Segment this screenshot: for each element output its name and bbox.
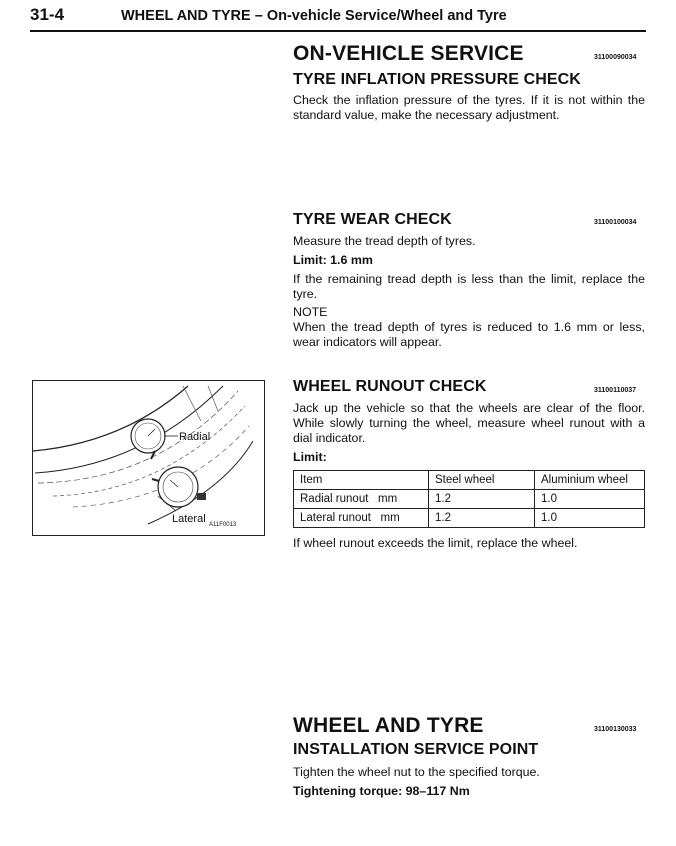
table-cell: Lateral runout mm	[294, 509, 429, 528]
lateral-dial-plunger	[152, 479, 159, 481]
dial-indicator-illustration	[33, 381, 266, 537]
table-cell: 1.0	[535, 509, 645, 528]
figure-code: A11F0013	[209, 522, 237, 528]
table-cell: Radial runout mm	[294, 490, 429, 509]
note-text: When the tread depth of tyres is reduced to 1.6 mm or less, wear indicators will appear.	[293, 320, 645, 349]
section-title-wheel-and-tyre: WHEEL AND TYRE	[293, 714, 484, 737]
table-cell: 1.2	[429, 490, 535, 509]
wheel-runout-limit-label: Limit:	[293, 450, 327, 464]
heading-tyre-wear: TYRE WEAR CHECK	[293, 211, 452, 228]
note-label: NOTE	[293, 305, 328, 319]
table-cell: 1.0	[535, 490, 645, 509]
wheel-runout-after-text: If wheel runout exceeds the limit, replace the wheel.	[293, 536, 578, 550]
wheel-runout-code: 31100110037	[594, 387, 637, 394]
header-divider	[30, 30, 646, 32]
label-lateral: Lateral	[172, 513, 206, 525]
wheel-runout-text: Jack up the vehicle so that the wheels are clear of the floor. While slowly turning the wheel, measure wheel runout with a dial indicator.	[293, 401, 645, 445]
table-header-cell: Aluminium wheel	[535, 471, 645, 490]
tyre-tread-line	[183, 386, 201, 421]
tyre-wear-text: Measure the tread depth of tyres.	[293, 234, 476, 248]
runout-limit-table	[293, 470, 645, 528]
table-header-cell: Item	[294, 471, 429, 490]
wheel-runout-figure	[32, 380, 265, 536]
table-row	[294, 490, 645, 509]
tightening-torque: Tightening torque: 98–117 Nm	[293, 784, 470, 798]
label-radial: Radial	[179, 431, 211, 443]
tyre-inflation-text: Check the inflation pressure of the tyres. If it is not within the standard value, make the necessary adjustment.	[293, 93, 645, 122]
heading-wheel-runout: WHEEL RUNOUT CHECK	[293, 378, 487, 395]
heading-installation-service-point: INSTALLATION SERVICE POINT	[293, 741, 539, 758]
wheel-and-tyre-code: 31100130033	[594, 726, 637, 733]
table-cell: 1.2	[429, 509, 535, 528]
table-header-cell: Steel wheel	[429, 471, 535, 490]
lateral-dial-stem	[197, 493, 206, 500]
table-header-row	[294, 471, 645, 490]
heading-tyre-inflation: TYRE INFLATION PRESSURE CHECK	[293, 71, 581, 88]
section-code: 31100090034	[594, 54, 637, 61]
tyre-outline-curve	[35, 386, 223, 473]
section-title-on-vehicle-service: ON-VEHICLE SERVICE	[293, 42, 524, 65]
page-header	[0, 0, 676, 32]
page-number: 31-4	[30, 5, 65, 24]
installation-text: Tighten the wheel nut to the specified torque.	[293, 765, 540, 779]
table-row	[294, 509, 645, 528]
running-head: WHEEL AND TYRE – On-vehicle Service/Wheel and Tyre	[121, 8, 507, 24]
tyre-wear-replace-text: If the remaining tread depth is less than the limit, replace the tyre.	[293, 272, 645, 301]
tyre-wear-code: 31100100034	[594, 219, 637, 226]
tyre-wear-limit: Limit: 1.6 mm	[293, 253, 373, 267]
